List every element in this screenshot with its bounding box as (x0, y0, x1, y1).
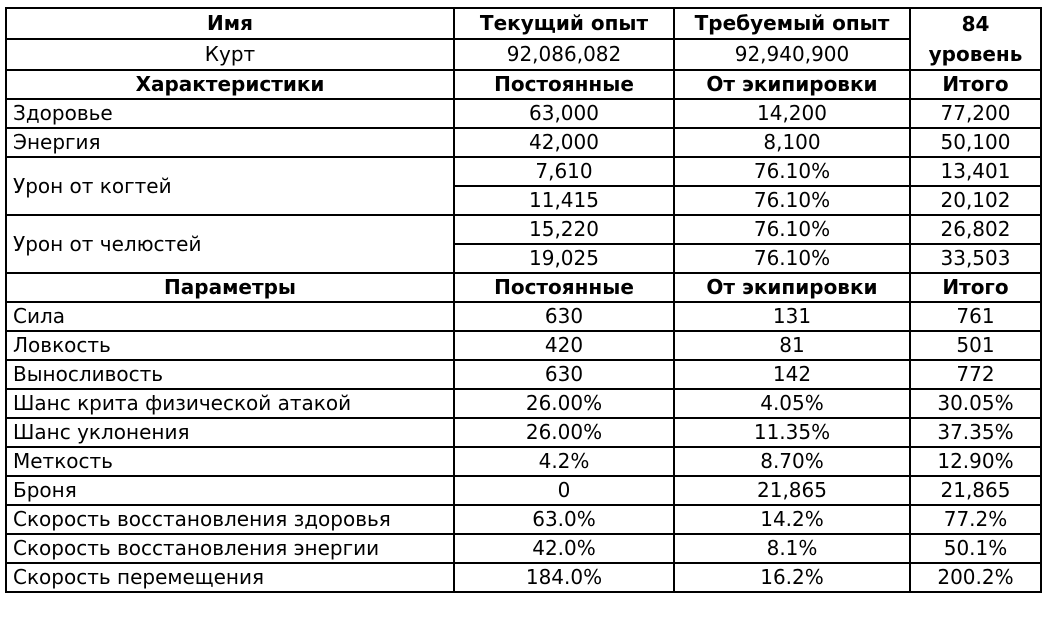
total-value: 77,200 (910, 99, 1041, 128)
equip-value: 14.2% (674, 505, 910, 534)
table-row (6, 447, 1041, 476)
total-value: 37.35% (910, 418, 1041, 447)
characteristics-header: Характеристики (6, 70, 454, 99)
total-value: 50.1% (910, 534, 1041, 563)
param-label: Сила (6, 302, 454, 331)
base-value: 42.0% (454, 534, 674, 563)
character-name: Курт (6, 39, 454, 70)
stat-label: Энергия (6, 128, 454, 157)
table-row (6, 331, 1041, 360)
equip-value: 4.05% (674, 389, 910, 418)
required-exp-column-header: Требуемый опыт (674, 8, 910, 39)
equip-value: 8,100 (674, 128, 910, 157)
required-exp-value: 92,940,900 (674, 39, 910, 70)
table-row (6, 389, 1041, 418)
character-stats-table (5, 7, 1042, 593)
param-label: Шанс крита физической атакой (6, 389, 454, 418)
table-row (6, 360, 1041, 389)
equip-value: 76.10% (674, 186, 910, 215)
equip-value: 131 (674, 302, 910, 331)
param-label: Меткость (6, 447, 454, 476)
base-value: 11,415 (454, 186, 674, 215)
base-column-header: Постоянные (454, 70, 674, 99)
stat-label: Урон от когтей (6, 157, 454, 215)
base-value: 0 (454, 476, 674, 505)
base-value: 63,000 (454, 99, 674, 128)
equip-value: 16.2% (674, 563, 910, 592)
equip-value: 8.70% (674, 447, 910, 476)
table-row (6, 534, 1041, 563)
base-value: 26.00% (454, 418, 674, 447)
total-value: 50,100 (910, 128, 1041, 157)
table-row (6, 302, 1041, 331)
base-value: 630 (454, 302, 674, 331)
table-row (6, 215, 1041, 244)
total-column-header: Итого (910, 70, 1041, 99)
base-value: 15,220 (454, 215, 674, 244)
base-column-header: Постоянные (454, 273, 674, 302)
total-value: 761 (910, 302, 1041, 331)
param-label: Броня (6, 476, 454, 505)
table-row (6, 157, 1041, 186)
total-value: 20,102 (910, 186, 1041, 215)
base-value: 630 (454, 360, 674, 389)
name-column-header: Имя (6, 8, 454, 39)
base-value: 420 (454, 331, 674, 360)
equip-value: 21,865 (674, 476, 910, 505)
equip-column-header: От экипировки (674, 70, 910, 99)
level-cell (910, 8, 1041, 70)
level-number: 84 (961, 12, 990, 36)
total-value: 21,865 (910, 476, 1041, 505)
param-label: Шанс уклонения (6, 418, 454, 447)
equip-value: 11.35% (674, 418, 910, 447)
equip-value: 8.1% (674, 534, 910, 563)
param-label: Выносливость (6, 360, 454, 389)
total-value: 13,401 (910, 157, 1041, 186)
base-value: 19,025 (454, 244, 674, 273)
total-column-header: Итого (910, 273, 1041, 302)
total-value: 200.2% (910, 563, 1041, 592)
param-label: Скорость восстановления энергии (6, 534, 454, 563)
base-value: 7,610 (454, 157, 674, 186)
total-value: 77.2% (910, 505, 1041, 534)
param-label: Скорость перемещения (6, 563, 454, 592)
base-value: 42,000 (454, 128, 674, 157)
parameters-header-row (6, 273, 1041, 302)
parameters-body (6, 302, 1041, 592)
header-row (6, 8, 1041, 39)
stat-label: Здоровье (6, 99, 454, 128)
total-value: 772 (910, 360, 1041, 389)
equip-value: 76.10% (674, 215, 910, 244)
parameters-header: Параметры (6, 273, 454, 302)
table-row (6, 476, 1041, 505)
param-label: Скорость восстановления здоровья (6, 505, 454, 534)
table-row (6, 563, 1041, 592)
table-row (6, 505, 1041, 534)
current-exp-column-header: Текущий опыт (454, 8, 674, 39)
table-row (6, 418, 1041, 447)
equip-value: 76.10% (674, 244, 910, 273)
base-value: 4.2% (454, 447, 674, 476)
level-word: уровень (928, 42, 1023, 66)
equip-value: 81 (674, 331, 910, 360)
total-value: 33,503 (910, 244, 1041, 273)
base-value: 184.0% (454, 563, 674, 592)
equip-value: 14,200 (674, 99, 910, 128)
param-label: Ловкость (6, 331, 454, 360)
equip-value: 76.10% (674, 157, 910, 186)
base-value: 26.00% (454, 389, 674, 418)
table-row (6, 99, 1041, 128)
total-value: 30.05% (910, 389, 1041, 418)
total-value: 26,802 (910, 215, 1041, 244)
total-value: 12.90% (910, 447, 1041, 476)
base-value: 63.0% (454, 505, 674, 534)
equip-value: 142 (674, 360, 910, 389)
current-exp-value: 92,086,082 (454, 39, 674, 70)
characteristics-header-row (6, 70, 1041, 99)
table-row (6, 128, 1041, 157)
character-row (6, 39, 1041, 70)
equip-column-header: От экипировки (674, 273, 910, 302)
total-value: 501 (910, 331, 1041, 360)
stat-label: Урон от челюстей (6, 215, 454, 273)
